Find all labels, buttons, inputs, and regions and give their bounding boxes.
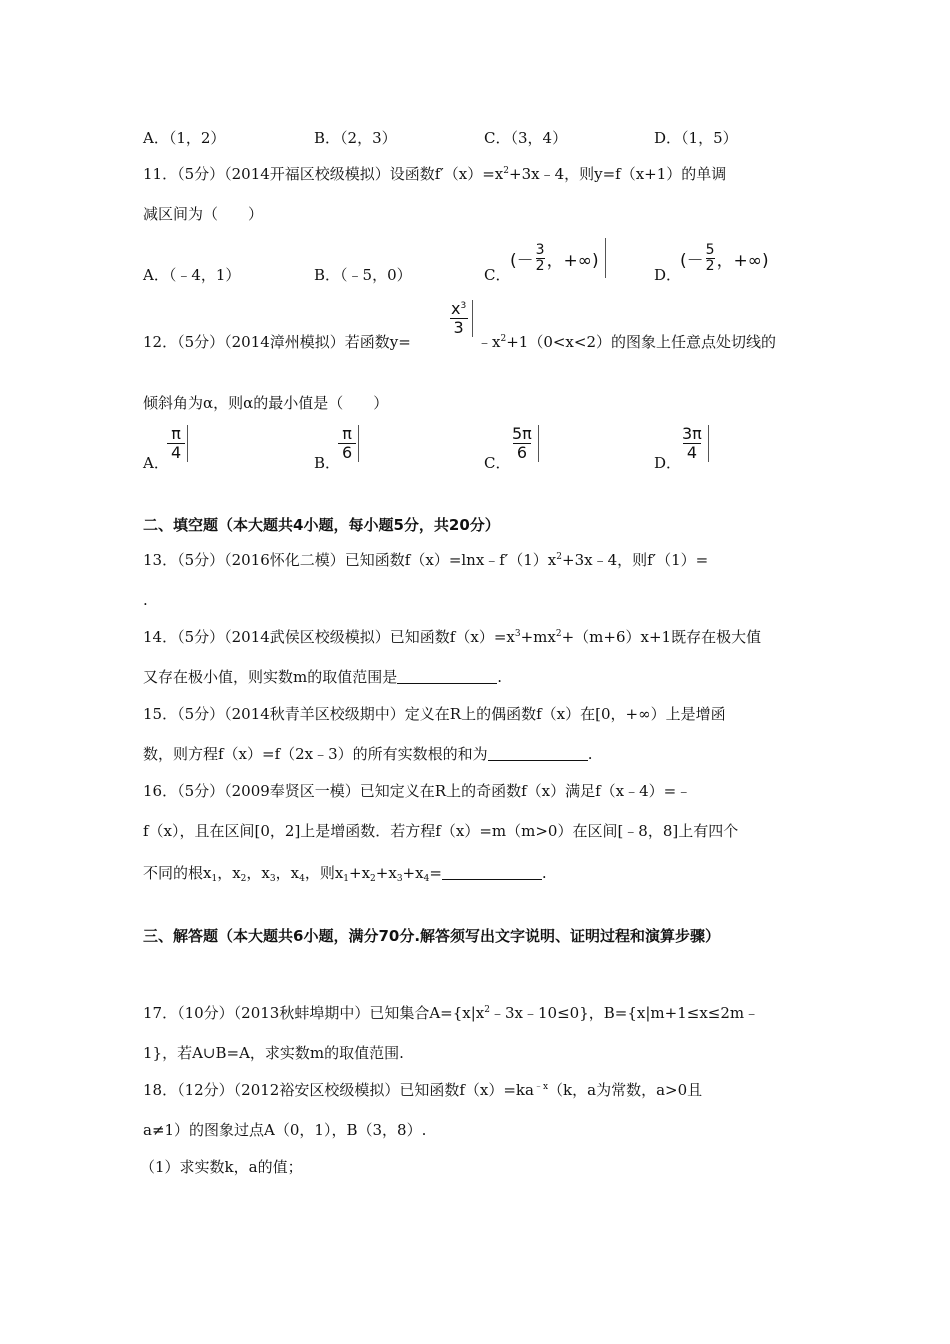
q13-line2: . <box>143 591 148 609</box>
q11-d-fraction <box>706 243 715 274</box>
q12-option-c-label: C． <box>484 454 511 472</box>
q10-option-d: D．（1，5） <box>654 129 738 147</box>
q11-d-den: 2 <box>705 257 715 274</box>
q16-t-f: +x <box>349 864 371 882</box>
q12-line2: 倾斜角为α，则α的最小值是（ ） <box>143 394 389 412</box>
q11-c-fraction <box>536 243 545 274</box>
q11-exp: 2 <box>503 166 509 176</box>
q16-t-i: = <box>429 864 442 882</box>
q16-s3: 3 <box>269 874 276 884</box>
q11-option-c-interval <box>510 238 606 278</box>
q11-option-d-label: D． <box>654 266 682 284</box>
q16-t-h: +x <box>402 864 424 882</box>
q12-frac-num <box>447 300 470 318</box>
q12-option-a-label: A． <box>143 454 169 472</box>
q11-d-open: (－ <box>680 250 704 271</box>
q16-t1: 1 <box>343 874 350 884</box>
q12-frac-num-base: x <box>451 299 461 318</box>
q12-option-b-fraction <box>338 425 359 462</box>
q12-b-den: 6 <box>338 443 356 462</box>
q16-line3 <box>143 863 547 883</box>
section-answer-heading: 三、解答题（本大题共6小题，满分70分.解答须写出文字说明、证明过程和演算步骤） <box>143 927 721 945</box>
q12-line1-pre: 12．（5分）（2014漳州模拟）若函数y= <box>143 333 411 351</box>
q10-option-c: C．（3，4） <box>484 129 568 147</box>
q17-text-b: ﹣3x﹣10≤0}，B={x|m+1≤x≤2m﹣ <box>490 1004 760 1022</box>
q12-c-num: 5π <box>512 424 532 443</box>
q11-c-open: (－ <box>510 250 534 271</box>
q18-text-b: （k，a为常数，a>0且 <box>548 1081 703 1099</box>
q16-t-end: . <box>541 864 547 882</box>
q15-line2 <box>143 744 592 764</box>
q16-t-c: ，x <box>246 864 270 882</box>
q12-frac-den: 3 <box>450 318 468 337</box>
q16-s4: 4 <box>299 874 305 884</box>
q12-d-num: 3π <box>682 424 702 443</box>
q18-line1 <box>143 1080 702 1100</box>
q11-text-a: 11．（5分）（2014开福区校级模拟）设函数f′（x）=x <box>143 165 504 183</box>
q17-exp: 2 <box>484 1005 491 1015</box>
q11-d-num: 5 <box>705 241 715 258</box>
q11-option-d-interval <box>680 238 769 278</box>
q12-frac-num-exp: 3 <box>460 301 467 311</box>
q14-text-a: 14．（5分）（2014武侯区校级模拟）已知函数f（x）=x <box>143 628 515 646</box>
section-fill-in-heading: 二、填空题（本大题共4小题，每小题5分，共20分） <box>143 516 500 534</box>
q15-line2-end: . <box>587 745 593 763</box>
q16-t-g: +x <box>375 864 397 882</box>
q16-s1: 1 <box>211 874 218 884</box>
q14-exp1: 3 <box>514 629 521 639</box>
q12-post-a: ﹣x <box>477 333 501 351</box>
q14-line2 <box>143 667 502 687</box>
q15-line1: 15．（5分）（2014秋青羊区校级期中）定义在R上的偶函数f（x）在[0，+∞）上是增函 <box>143 705 726 723</box>
q18-line2: a≠1）的图象过点A（0，1），B（3，8）. <box>143 1121 427 1139</box>
q12-a-num: π <box>171 424 181 443</box>
q11-option-a: A．（﹣4，1） <box>143 266 241 284</box>
q11-c-close: ，+∞) <box>546 250 599 271</box>
q15-line2-text: 数，则方程f（x）=f（2x﹣3）的所有实数根的和为 <box>143 745 488 763</box>
q17-line1 <box>143 1003 759 1023</box>
q16-t3: 3 <box>396 874 403 884</box>
q14-line1 <box>143 627 761 647</box>
q16-s2: 2 <box>240 874 247 884</box>
q14-text-c: +（m+6）x+1既存在极大值 <box>561 628 762 646</box>
q18-line3: （1）求实数k，a的值； <box>140 1158 303 1176</box>
q11-line1 <box>143 164 726 184</box>
q12-line1-post <box>477 332 776 352</box>
q10-option-a: A．（1，2） <box>143 129 226 147</box>
q12-d-den: 4 <box>683 443 701 462</box>
q14-line2-end: . <box>497 668 503 686</box>
q11-c-num: 3 <box>535 241 545 258</box>
q14-text-b: +mx <box>520 628 556 646</box>
q12-post-exp: 2 <box>500 334 507 344</box>
q18-exp: ﹣x <box>533 1082 549 1092</box>
q18-text-a: 18．（12分）（2012裕安区校级模拟）已知函数f（x）=ka <box>143 1081 534 1099</box>
q13-text-a: 13．（5分）（2016怀化二模）已知函数f（x）=lnx﹣f′（1）x <box>143 551 557 569</box>
q12-option-b-label: B． <box>314 454 341 472</box>
q16-t4: 4 <box>423 874 430 884</box>
q12-b-num: π <box>342 424 352 443</box>
q17-line2: 1}，若A∪B=A，求实数m的取值范围. <box>143 1044 404 1062</box>
q11-option-b: B．（﹣5，0） <box>314 266 412 284</box>
q12-function-fraction <box>447 300 473 337</box>
q16-line2: f（x），且在区间[0，2]上是增函数．若方程f（x）=m（m>0）在区间[﹣8，8]上有四个 <box>143 822 739 840</box>
q10-option-b: B．（2，3） <box>314 129 397 147</box>
q13-text-b: +3x﹣4，则f′（1）= <box>562 551 709 569</box>
q16-t-d: ，x <box>275 864 300 882</box>
q16-line1: 16．（5分）（2009奉贤区一模）已知定义在R上的奇函数f（x）满足f（x﹣4）=﹣ <box>143 782 692 800</box>
q17-text-a: 17．（10分）（2013秋蚌埠期中）已知集合A={x|x <box>143 1004 485 1022</box>
q16-t2: 2 <box>370 874 376 884</box>
q12-option-d-label: D． <box>654 454 682 472</box>
q16-t-a: 不同的根x <box>143 864 212 882</box>
q12-option-a-fraction <box>167 425 188 462</box>
q14-exp2: 2 <box>555 629 562 639</box>
q11-line2: 减区间为（ ） <box>143 205 264 223</box>
q12-a-den: 4 <box>167 443 185 462</box>
q11-d-close: ，+∞) <box>716 250 769 271</box>
q14-line2-text: 又存在极小值，则实数m的取值范围是 <box>143 668 398 686</box>
q14-answer-blank[interactable] <box>397 669 497 684</box>
q13-line1 <box>143 550 708 570</box>
q16-t-e: ，则x <box>304 864 344 882</box>
q11-text-b: +3x﹣4，则y=f（x+1）的单调 <box>509 165 727 183</box>
q16-answer-blank[interactable] <box>442 865 542 880</box>
q11-option-c-label: C． <box>484 266 511 284</box>
q12-option-c-fraction <box>508 425 539 462</box>
q12-c-den: 6 <box>513 443 531 462</box>
q12-option-d-fraction <box>678 425 709 462</box>
q16-t-b: ，x <box>217 864 241 882</box>
q13-exp: 2 <box>556 552 562 562</box>
q15-answer-blank[interactable] <box>488 746 588 761</box>
q11-c-den: 2 <box>535 257 545 274</box>
q12-post-b: +1（0<x<2）的图象上任意点处切线的 <box>506 333 776 351</box>
